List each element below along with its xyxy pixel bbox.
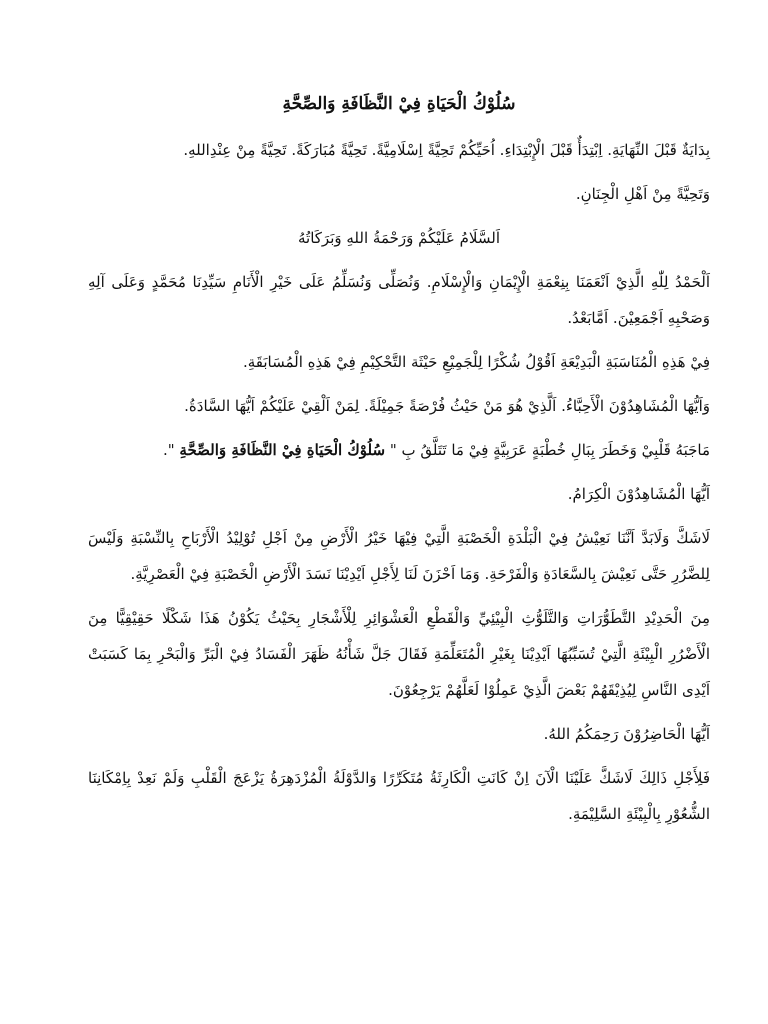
paragraph-land: لَاشَكَّ وَلَابَدَّ اَنَّنَا نَعِيْشُ فِيْ الْبَلْدَةِ الْخَصْبَةِ الَّتِيْ فِيْهَا خَيْرُ الْأَرْضِ مِنْ اَجْلِ تُوْلِيْدُ الْأَرْبَاحِ بِالنِّسْبَةِ وَلَيْسَ لِلضَّرُرِ حَتَّى نَعِيْشَ بِالسَّعَادَةِ وَالْفَرْحَةِ. وَمَا اَحْزَنَ لَنَا لِأَجْلِ اَيْدِيْنَا نَسَدَ الْأَرْضِ الْخَصْبَةِ فِيْ الْعَصْرِيَّةِ. — [88, 529, 710, 583]
paragraph-praise: اَلْحَمْدُ لِلّٰهِ الَّذِيْ اَنْعَمَنَا بِنِعْمَةِ الْإِيْمَانِ وَالْإِسْلَامِ. وَنُصَلِّى وَنُسَلِّمُ عَلَى خَيْرِ الْأَنَامِ سَيِّدِنَا مُحَمَّدٍ وَعَلَى آلِهِ وَصَحْبِهِ اَجْمَعِيْنَ. اَمَّابَعْدُ. — [88, 273, 710, 327]
paragraph-topic-suffix: ". — [162, 441, 175, 459]
opening-line-2: وَتَحِيَّةً مِنْ اَهْلِ الْجِنَانِ. — [575, 185, 710, 203]
paragraph-environment: مِنَ الْحَدِيْدِ التَّطَوُّرَاتِ وَالتَّلَوُّثِ الْبِيْئِيِّ وَالْقَطْعِ الْعَشْوَائِرِ لِلْأَشْجَارِ بِحَيْثُ يَكُوْنُ هَذَا شَكْلًا حَقِيْقِيًّا مِنَ الْأَضْرُرِ الْبِيْئَةِ الَّتِيْ تُسَبِّبُهَا اَيْدِيْنَا بِغَيْرِ الْمُتَعَلِّمَةِ فَقَالَ جَلَّ شَأْنُهُ ظَهَرَ الْفَسَادُ فِيْ الْبَرِّ وَالْبَحْرِ بِمَا كَسَبَتْ اَيْدِى النَّاسِ لِيُذِيْقَهُمْ بَعْضَ الَّذِيْ عَمِلُوْا لَعَلَّهُمْ يَرْجِعُوْنَ. — [88, 609, 710, 699]
paragraph-audience: وَاَيُّهَا الْمُشَاهِدُوْنَ الْأَحِبَّاءُ. اَلَّذِيْ هُوَ مَنْ حَيْثُ فُرْصَةً جَمِيْلَةً. لِمَنْ اَلْقِيْ عَلَيْكُمْ اَيُّهَا السَّادَةُ. — [184, 397, 710, 415]
paragraph-conclusion: فَلِأَجْلِ ذَالِكَ لَاشَكَّ عَلَيْنَا الْآنَ اِنْ كَانَتِ الْكَارِثَةُ مُتَكَرِّرًا وَالدَّوْلَةُ الْمُزْدَهِرَةُ يَزْعَجَ الْقَلْبِ وَلَمْ نَعِدْ بِاِمْكَانِنَا الشُّعُوْرِ بِالْبِيْئَةِ السَّلِيْمَةِ. — [88, 769, 710, 823]
address-line-2: اَيُّهَا الْحَاضِرُوْنَ رَحِمَكُمُ اللهُ. — [543, 725, 710, 743]
document-title: سُلُوْكُ الْحَيَاةِ فِيْ النَّظَافَةِ وَالصِّحَّةِ — [282, 94, 516, 114]
address-line-1: اَيُّهَا الْمُشَاهِدُوْنَ الْكِرَامُ. — [567, 485, 710, 503]
paragraph-topic — [88, 432, 710, 468]
document-page — [88, 84, 710, 840]
greeting: اَلسَّلَامُ عَلَيْكُمْ وَرَحْمَةُ اللهِ وَبَرَكَاتُهُ — [298, 229, 500, 247]
paragraph-topic-title: سُلُوْكُ الْحَيَاةِ فِيْ النَّظَافَةِ وَالصِّحَّةِ — [179, 441, 386, 459]
paragraph-thanks: فِيْ هَذِهِ الْمُنَاسَبَةِ الْبَدِيْعَةِ اَقُوْلُ شُكْرًا لِلْجَمِيْعِ حَيْثَة التَّحْكِيْمِ فِيْ هَذِهِ الْمُسَابَقَةِ. — [242, 353, 710, 371]
paragraph-topic-prefix: مَاجَبَهُ قَلْبِيْ وَخَطَرَ بِبَالِ خُطْبَةٍ عَرَبِيَّةٍ فِيْ مَا تَتَلَّقُ بِ " — [389, 441, 710, 459]
opening-line-1: بِدَايَةٌ قَبْلَ النِّهَايَةِ. اِبْتِدَأٌ قَبْلَ الْإِبْتِدَاءِ. اُحَيِّكُمْ تَحِيَّةً اِسْلَامِيَّةً. تَحِيَّةً مُبَارَكَةً. تَحِيَّةً مِنْ عِنْدِاللهِ. — [183, 141, 710, 159]
